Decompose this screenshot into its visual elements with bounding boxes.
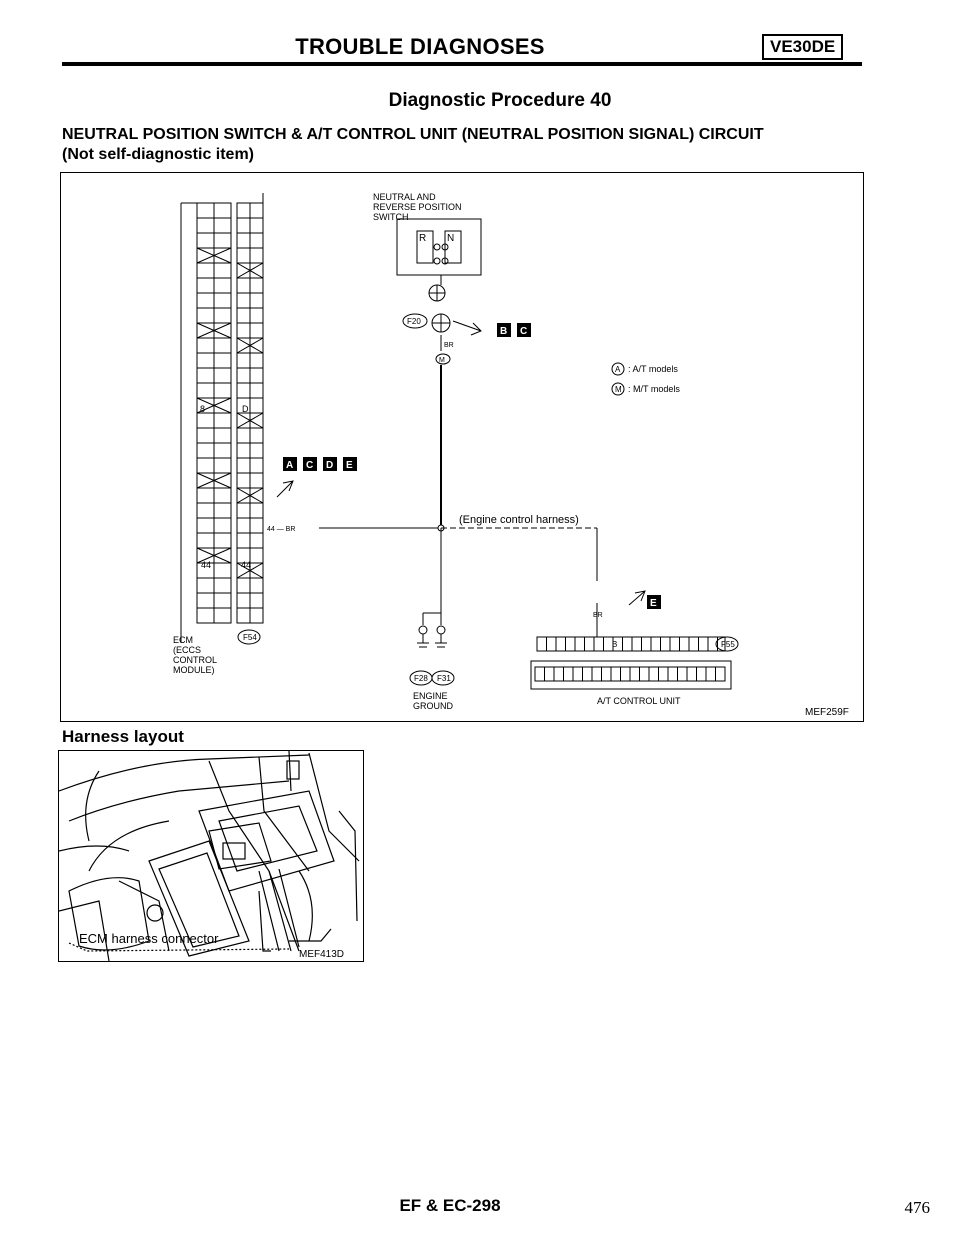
probe-e-at: E	[650, 598, 657, 609]
harness-layout-illustration	[58, 750, 364, 962]
connector-f54: F54	[243, 633, 257, 642]
engine-harness-note: (Engine control harness)	[459, 514, 579, 526]
probe-c: C	[520, 326, 528, 337]
marker-m: M	[439, 357, 445, 364]
legend-m: : M/T models	[628, 384, 680, 394]
probe-arrow-ecm	[277, 481, 293, 497]
ecm-label-1: ECM	[173, 635, 193, 645]
legend-a: : A/T models	[628, 364, 678, 374]
harness-layout-caption: Harness layout	[62, 727, 184, 746]
connector-f28: F28	[414, 674, 428, 683]
ecm-label-3: CONTROL	[173, 655, 218, 665]
probe-markers	[283, 323, 661, 609]
switch-r: R	[419, 233, 427, 244]
procedure-title: Diagnostic Procedure 40	[388, 90, 612, 111]
at-control-unit-label: A/T CONTROL UNIT	[597, 696, 681, 706]
procedure-note: (Not self-diagnostic item)	[62, 146, 255, 163]
footer-section: EF & EC-298	[399, 1196, 501, 1215]
pin-44-left: 44	[201, 560, 212, 570]
probe-d: D	[326, 460, 334, 471]
wire-br-label: BR	[444, 342, 454, 349]
switch-n: N	[447, 233, 455, 244]
ecm-connector-label: ECM harness connector	[79, 931, 219, 946]
probe-b: B	[500, 326, 508, 337]
wiring-diagram-svg	[61, 173, 863, 721]
probe-a: A	[286, 460, 294, 471]
engine-ground-2: GROUND	[413, 701, 453, 711]
ecm-pin-d-marker: D	[242, 404, 249, 414]
switch-label-2: REVERSE POSITION	[373, 202, 462, 212]
ecm-label-4: MODULE)	[173, 665, 215, 675]
connector-f31: F31	[437, 674, 451, 683]
legend-a-code: A	[615, 365, 621, 374]
switch-label-3: SWITCH	[373, 212, 409, 222]
ecm-pin-dot-marker: 8	[200, 404, 206, 414]
connector-f20: F20	[407, 317, 421, 326]
circuit-title: NEUTRAL POSITION SWITCH & A/T CONTROL UNIT (NEUTRAL POSITION SIGNAL) CIRCUIT	[62, 126, 764, 143]
legend-m-code: M	[615, 385, 622, 394]
switch-label-1: NEUTRAL AND	[373, 192, 436, 202]
ecm-module	[199, 791, 334, 891]
engine-model-badge: VE30DE	[762, 34, 843, 60]
page-header-title: TROUBLE DIAGNOSES	[295, 34, 545, 59]
connector-f55: F55	[721, 640, 735, 649]
ecm-label-2: (ECCS	[173, 645, 202, 655]
at-pin-b: B	[612, 640, 618, 649]
wire-br-at-label: BR	[593, 612, 603, 619]
pin-label-br: 44 — BR	[267, 526, 296, 533]
engine-ground-1: ENGINE	[413, 691, 448, 701]
at-connector-grid	[535, 637, 718, 681]
probe-c-ecm: C	[306, 460, 314, 471]
pin-44-right: 44	[241, 560, 252, 570]
probe-arrow-switch	[453, 321, 481, 335]
probe-e-ecm: E	[346, 460, 353, 471]
diagram-figure-code: MEF259F	[805, 707, 849, 718]
header-rule	[62, 62, 862, 66]
at-control-unit-box	[531, 661, 731, 689]
page-number: 476	[904, 1198, 930, 1217]
harness-figure-code: MEF413D	[299, 949, 345, 960]
probe-arrow-at	[629, 591, 645, 605]
harness-illustration-svg	[59, 751, 363, 961]
switch-box	[397, 219, 481, 275]
wiring-diagram	[60, 172, 864, 722]
